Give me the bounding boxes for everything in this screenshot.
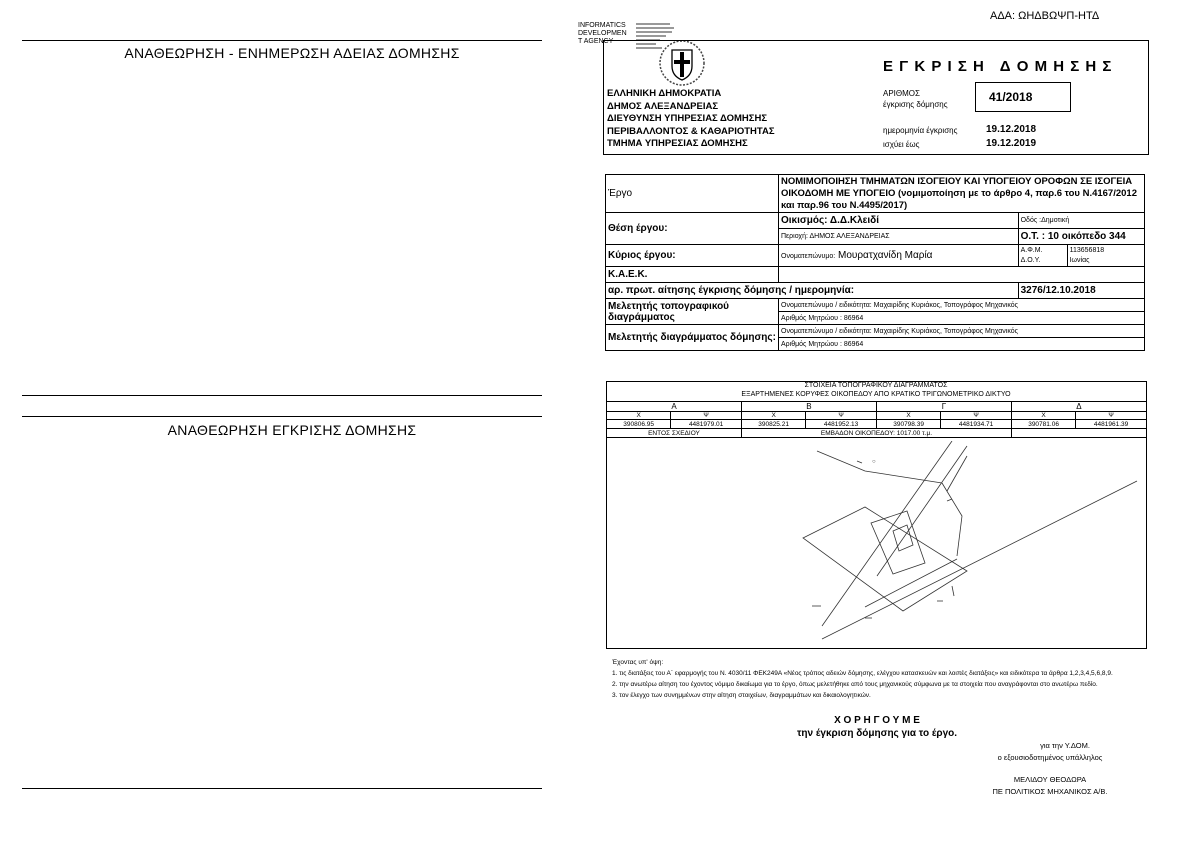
- site-plan-svg: [607, 441, 1145, 646]
- logo-line-3: T AGENCY: [578, 38, 614, 45]
- owner-label: Κύριος έργου:: [606, 245, 779, 267]
- plan-label-mark: ○: [872, 459, 876, 465]
- signature-block: [960, 740, 1140, 798]
- grant-text: την έγκριση δόμησης για το έργο.: [796, 728, 958, 739]
- approval-number: 41/2018: [989, 90, 1033, 104]
- owner-name: Μουρατχανίδη Μαρία: [837, 250, 933, 261]
- x-header: X: [607, 412, 671, 420]
- authority-line-4: ΠΕΡΙΒΑΛΛΟΝΤΟΣ & ΚΑΘΑΡΙΟΤΗΤΑΣ: [607, 125, 775, 137]
- number-label-2: έγκρισης δόμησης: [883, 100, 948, 109]
- afm-value: 113656818: [1069, 246, 1105, 254]
- approval-main-title: Ε Γ Κ Ρ Ι Σ Η Δ Ο Μ Η Σ Η Σ: [883, 58, 1113, 75]
- ada-code: ΑΔΑ: ΩΗΔΒΩΨΠ-ΗΤΔ: [990, 10, 1100, 22]
- authority-line-1: ΕΛΛΗΝΙΚΗ ΔΗΜΟΚΡΑΤΙΑ: [607, 88, 722, 99]
- project-label: Έργο: [606, 175, 779, 213]
- point-b-name: Β: [741, 402, 876, 412]
- project-description: ΝΟΜΙΜΟΠΟΙΗΣΗ ΤΜΗΜΑΤΩΝ ΙΣΟΓΕΙΟΥ ΚΑΙ ΥΠΟΓΕΙΟΥ ΟΡΟΦΩΝ ΣΕ ΙΣΟΓΕΙΑ ΟΙΚΟΔΟΜΗ ΜΕ ΥΠΟΓΕΙΟ (νομιμοποίηση με το άρθρο 4, παρ.6 του Ν.4167/2012 και παρ.96 του Ν.4495/2017): [779, 175, 1145, 213]
- signature-line-1: για την Υ.ΔΟΜ.: [1040, 741, 1090, 750]
- plan-status: ΕΝΤΟΣ ΣΧΕΔΙΟΥ: [607, 429, 742, 438]
- protocol-label: αρ. πρωτ. αίτησης έγκρισης δόμησης / ημερομηνία:: [606, 283, 1019, 299]
- location-label: Θέση έργου:: [606, 213, 779, 245]
- tax-values: [1067, 245, 1144, 267]
- afm-label: Α.Φ.Μ.: [1020, 246, 1043, 254]
- number-label-1: ΑΡΙΘΜΟΣ: [883, 89, 920, 98]
- y-header: Ψ: [806, 412, 877, 420]
- x-header: X: [1011, 412, 1075, 420]
- point-c-name: Γ: [876, 402, 1011, 412]
- doy-label: Δ.Ο.Υ.: [1020, 256, 1041, 264]
- doy-value: Ιωνίας: [1069, 256, 1090, 264]
- considering-block: [612, 657, 1147, 701]
- build-designer-reg: Αριθμός Μητρώου : 86964: [779, 338, 1145, 351]
- point-d-name: Δ: [1011, 402, 1146, 412]
- signatory-name: ΜΕΛΙΔΟΥ ΘΕΟΔΩΡΑ: [1013, 775, 1087, 784]
- point-b-x: 390825.21: [741, 420, 805, 429]
- left-rule-2: [22, 395, 542, 396]
- build-designer-label: Μελετητής διαγράμματος δόμησης:: [606, 325, 779, 351]
- y-header: Ψ: [941, 412, 1012, 420]
- topo-designer-name: Ονοματεπώνυμο / ειδικότητα: Μαχαιρίδης Κυριάκος, Τοπογράφος Μηχανικός: [779, 299, 1145, 312]
- left-title-2: ΑΝΑΘΕΩΡΗΣΗ ΕΓΚΡΙΣΗΣ ΔΟΜΗΣΗΣ: [167, 422, 417, 438]
- valid-until-date: 19.12.2019: [986, 138, 1037, 149]
- kaek-label: Κ.Α.Ε.Κ.: [606, 267, 779, 283]
- coordinates-table: [606, 401, 1147, 438]
- left-rule-1: [22, 40, 542, 41]
- topo-title: ΣΤΟΙΧΕΙΑ ΤΟΠΟΓΡΑΦΙΚΟΥ ΔΙΑΓΡΑΜΜΑΤΟΣ: [804, 382, 948, 389]
- authority-line-2: ΔΗΜΟΣ ΑΛΕΞΑΝΔΡΕΙΑΣ: [607, 100, 719, 112]
- x-header: X: [741, 412, 805, 420]
- considering-item-2: 2. την ανωτέρω αίτηση του έχοντος νόμιμο δικαίωμα για το έργο, όπως μελετήθηκε από τους μηχανικούς σύμφωνα με τα στοιχεία που αναγράφονται στο ανωτέρω πεδίο.: [612, 681, 1098, 688]
- settlement: Οικισμός: Δ.Δ.Κλειδί: [779, 213, 1019, 229]
- topo-subtitle: ΕΞΑΡΤΗΜΕΝΕΣ ΚΟΡΥΦΕΣ ΟΙΚΟΠΕΔΟΥ ΑΠΟ ΚΡΑΤΙΚΟ ΤΡΙΓΩΝΟΜΕΤΡΙΚΟ ΔΙΚΤΥΟ: [741, 391, 1011, 398]
- y-header: Ψ: [671, 412, 742, 420]
- point-d-y: 4481961.39: [1076, 420, 1147, 429]
- issue-date-label: ημερομηνία έγκρισης: [883, 126, 958, 135]
- point-c-y: 4481934.71: [941, 420, 1012, 429]
- logo-line-2: DEVELOPMEN: [578, 30, 627, 37]
- protocol-value: 3276/12.10.2018: [1018, 283, 1144, 299]
- street: Οδός :Δημοτική: [1018, 213, 1144, 229]
- plot-area: ΕΜΒΑΔΟΝ ΟΙΚΟΠΕΔΟΥ: 1017.00 τ.μ.: [741, 429, 1011, 438]
- city-block: Ο.Τ. : 10 οικόπεδο 344: [1018, 229, 1144, 245]
- empty-cell: [1011, 429, 1146, 438]
- issue-date: 19.12.2018: [986, 124, 1037, 135]
- left-title-1: ΑΝΑΘΕΩΡΗΣΗ - ΕΝΗΜΕΡΩΣΗ ΑΔΕΙΑΣ ΔΟΜΗΣΗΣ: [124, 45, 460, 61]
- left-rule-4: [22, 788, 542, 789]
- site-plan-drawing: [607, 441, 1145, 646]
- project-info-table: [605, 174, 1145, 351]
- topo-designer-reg: Αριθμός Μητρώου : 86964: [779, 312, 1145, 325]
- point-c-x: 390798.39: [876, 420, 940, 429]
- owner-name-label: Ονοματεπώνυμο:: [781, 253, 836, 260]
- authority-line-5: ΤΜΗΜΑ ΥΠΗΡΕΣΙΑΣ ΔΟΜΗΣΗΣ: [607, 138, 748, 149]
- grant-heading: Χ Ο Ρ Η Γ Ο Υ Μ Ε: [834, 715, 920, 726]
- point-b-y: 4481952.13: [806, 420, 877, 429]
- considering-heading: Έχοντας υπ' όψη:: [612, 659, 664, 666]
- signatory-title: ΠΕ ΠΟΛΙΤΙΚΟΣ ΜΗΧΑΝΙΚΟΣ Α/Β.: [992, 787, 1108, 796]
- left-rule-3: [22, 416, 542, 417]
- authority-block: [607, 88, 775, 151]
- point-a-y: 4481979.01: [671, 420, 742, 429]
- area: Περιοχή: ΔΗΜΟΣ ΑΛΕΞΑΝΔΡΕΙΑΣ: [779, 229, 1019, 245]
- signature-line-2: ο εξουσιοδοτημένος υπάλληλος: [997, 753, 1103, 762]
- topo-designer-label: Μελετητής τοπογραφικού διαγράμματος: [606, 299, 779, 325]
- kaek-value: [779, 267, 1145, 283]
- valid-until-label: ισχύει έως: [883, 140, 920, 149]
- considering-item-3: 3. τον έλεγχο των συνημμένων στην αίτηση στοιχείων, διαγραμμάτων και δικαιολογητικών.: [612, 692, 871, 699]
- point-a-name: Α: [607, 402, 742, 412]
- logo-line-1: INFORMATICS: [578, 22, 626, 29]
- y-header: Ψ: [1076, 412, 1147, 420]
- point-a-x: 390806.95: [607, 420, 671, 429]
- x-header: X: [876, 412, 940, 420]
- build-designer-name: Ονοματεπώνυμο / ειδικότητα: Μαχαιρίδης Κυριάκος, Τοπογράφος Μηχανικός: [779, 325, 1145, 338]
- authority-line-3: ΔΙΕΥΘΥΝΣΗ ΥΠΗΡΕΣΙΑΣ ΔΟΜΗΣΗΣ: [607, 113, 768, 124]
- considering-item-1: 1. τις διατάξεις του Α΄ εφαρμογής του Ν. 4030/11 ΦΕΚ249Α «Νέος τρόπος αδειών δόμησης, ελέγχου κατασκευών και λοιπές διατάξεις» και ειδικότερα τα άρθρα 1,2,3,4,5,6,8,9.: [612, 670, 1113, 677]
- tax-labels: [1018, 245, 1067, 267]
- point-d-x: 390781.06: [1011, 420, 1075, 429]
- owner-cell: [779, 245, 1019, 267]
